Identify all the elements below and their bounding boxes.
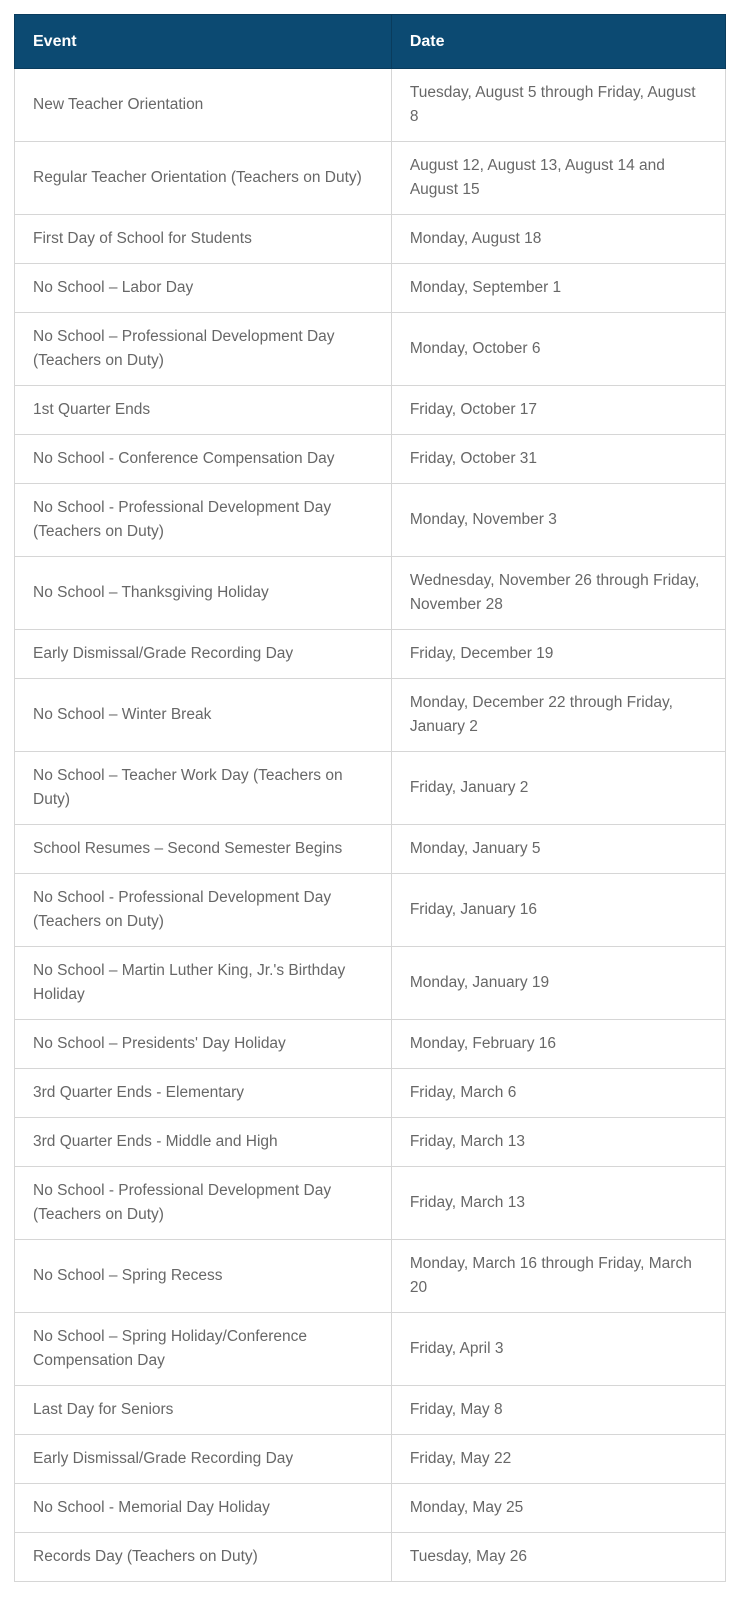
event-cell: No School – Teacher Work Day (Teachers on Duty) [15, 752, 392, 825]
event-cell: Last Day for Seniors [15, 1386, 392, 1435]
table-row [15, 1435, 726, 1484]
event-cell: Early Dismissal/Grade Recording Day [15, 630, 392, 679]
column-header-date: Date [391, 15, 725, 69]
table-row [15, 1313, 726, 1386]
table-row [15, 215, 726, 264]
table-row [15, 435, 726, 484]
date-cell: Monday, December 22 through Friday, January 2 [391, 679, 725, 752]
date-cell: Friday, March 13 [391, 1167, 725, 1240]
event-cell: School Resumes – Second Semester Begins [15, 825, 392, 874]
table-row [15, 69, 726, 142]
event-cell: No School - Conference Compensation Day [15, 435, 392, 484]
date-cell: Tuesday, August 5 through Friday, August 8 [391, 69, 725, 142]
header-row [15, 15, 726, 69]
date-cell: Friday, March 6 [391, 1069, 725, 1118]
event-cell: No School – Professional Development Day (Teachers on Duty) [15, 313, 392, 386]
table-row [15, 679, 726, 752]
date-cell: Friday, October 17 [391, 386, 725, 435]
date-cell: Friday, December 19 [391, 630, 725, 679]
table-body [15, 69, 726, 1582]
date-cell: Monday, May 25 [391, 1484, 725, 1533]
event-cell: No School - Professional Development Day (Teachers on Duty) [15, 874, 392, 947]
table-row [15, 264, 726, 313]
date-cell: Friday, January 2 [391, 752, 725, 825]
event-cell: 3rd Quarter Ends - Elementary [15, 1069, 392, 1118]
date-cell: Wednesday, November 26 through Friday, November 28 [391, 557, 725, 630]
date-cell: Monday, September 1 [391, 264, 725, 313]
table-row [15, 1484, 726, 1533]
event-cell: No School – Winter Break [15, 679, 392, 752]
date-cell: Monday, February 16 [391, 1020, 725, 1069]
table-row [15, 1069, 726, 1118]
table-row [15, 386, 726, 435]
event-cell: No School - Memorial Day Holiday [15, 1484, 392, 1533]
event-cell: New Teacher Orientation [15, 69, 392, 142]
date-cell: Friday, January 16 [391, 874, 725, 947]
date-cell: Friday, May 22 [391, 1435, 725, 1484]
date-cell: Tuesday, May 26 [391, 1533, 725, 1582]
table-row [15, 142, 726, 215]
table-row [15, 1240, 726, 1313]
table-row [15, 1167, 726, 1240]
table-row [15, 313, 726, 386]
table-row [15, 1533, 726, 1582]
event-cell: First Day of School for Students [15, 215, 392, 264]
event-cell: No School - Professional Development Day (Teachers on Duty) [15, 484, 392, 557]
date-cell: Friday, April 3 [391, 1313, 725, 1386]
event-cell: No School - Professional Development Day (Teachers on Duty) [15, 1167, 392, 1240]
table-row [15, 484, 726, 557]
event-cell: No School – Thanksgiving Holiday [15, 557, 392, 630]
table-row [15, 752, 726, 825]
event-cell: 3rd Quarter Ends - Middle and High [15, 1118, 392, 1167]
date-cell: Friday, March 13 [391, 1118, 725, 1167]
event-cell: No School – Spring Holiday/Conference Compensation Day [15, 1313, 392, 1386]
table-row [15, 1386, 726, 1435]
event-cell: No School – Labor Day [15, 264, 392, 313]
table-row [15, 874, 726, 947]
date-cell: Friday, October 31 [391, 435, 725, 484]
date-cell: Monday, October 6 [391, 313, 725, 386]
date-cell: Monday, November 3 [391, 484, 725, 557]
date-cell: Monday, January 19 [391, 947, 725, 1020]
date-cell: Friday, May 8 [391, 1386, 725, 1435]
table-row [15, 557, 726, 630]
table-row [15, 825, 726, 874]
event-cell: No School – Martin Luther King, Jr.'s Birthday Holiday [15, 947, 392, 1020]
table-row [15, 947, 726, 1020]
column-header-event: Event [15, 15, 392, 69]
date-cell: Monday, March 16 through Friday, March 20 [391, 1240, 725, 1313]
table-row [15, 1118, 726, 1167]
date-cell: Monday, January 5 [391, 825, 725, 874]
table-row [15, 1020, 726, 1069]
date-cell: August 12, August 13, August 14 and August 15 [391, 142, 725, 215]
event-cell: Records Day (Teachers on Duty) [15, 1533, 392, 1582]
event-cell: 1st Quarter Ends [15, 386, 392, 435]
event-cell: No School – Spring Recess [15, 1240, 392, 1313]
event-cell: Early Dismissal/Grade Recording Day [15, 1435, 392, 1484]
table-header [15, 15, 726, 69]
school-calendar-table [14, 14, 726, 1582]
event-cell: Regular Teacher Orientation (Teachers on Duty) [15, 142, 392, 215]
date-cell: Monday, August 18 [391, 215, 725, 264]
event-cell: No School – Presidents' Day Holiday [15, 1020, 392, 1069]
table-row [15, 630, 726, 679]
